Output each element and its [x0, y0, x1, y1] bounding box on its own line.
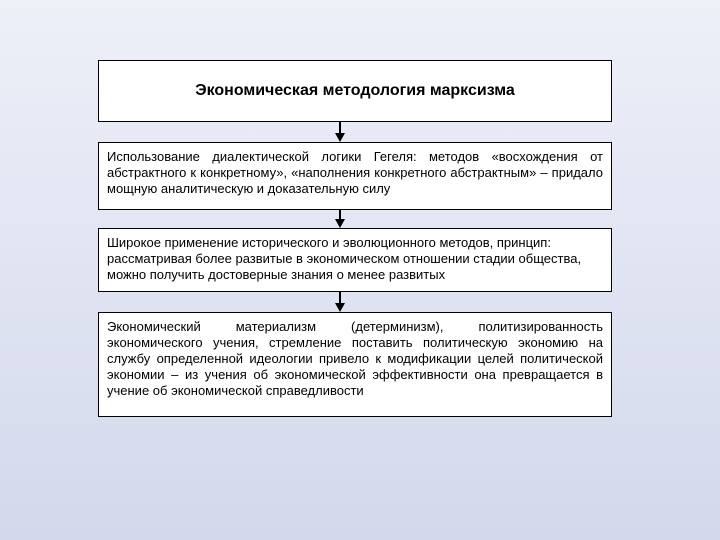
step-text-1: Использование диалектической логики Гегеля: методов «восхождения от абстрактного к конкретному», «наполнения конкретного абстрактным» – придало мощную аналитическую и доказательную силу — [107, 149, 603, 196]
diagram-title-box — [98, 60, 612, 122]
arrow-title-to-step-1 — [335, 122, 345, 142]
diagram-title: Экономическая методология марксизма — [195, 82, 515, 99]
arrow-step-1-to-step-2 — [335, 210, 345, 228]
step-box-3 — [98, 312, 612, 417]
step-text-2: Широкое применение исторического и эволюционного методов, принцип: рассматривая более развитые в экономическом отношении стадии общества, можно получить достоверные знания о менее развитых — [107, 235, 582, 282]
step-box-1 — [98, 142, 612, 210]
step-box-2 — [98, 228, 612, 292]
step-text-3: Экономический материализм (детерминизм), политизированность экономического учения, стремление поставить политическую экономию на службу определенной идеологии привело к модификации целей политической экономии – из учения об экономической эффективности она превращается в учение об экономической справедливости — [107, 319, 603, 398]
arrow-step-2-to-step-3 — [335, 292, 345, 312]
